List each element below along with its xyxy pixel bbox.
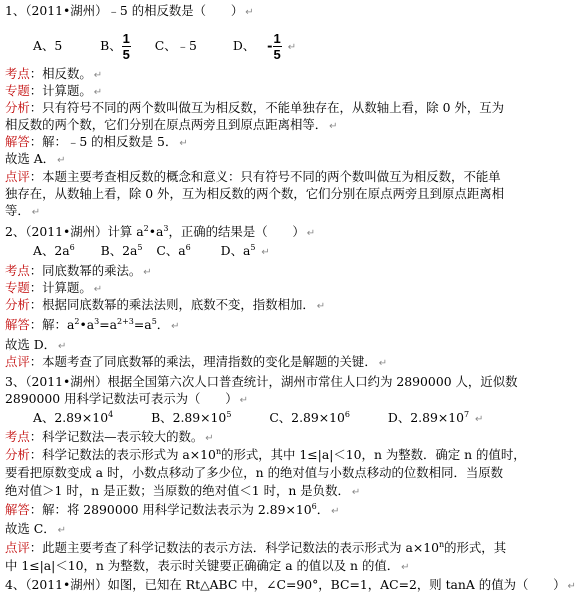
q2-option-b: B、$2a^5$ [100, 243, 143, 258]
q3-option-c: C、$2.89\times 10^6$ [269, 410, 351, 425]
q1-fenxi-line1: 分析：只有符号不同的两个数叫做互为相反数，不能单独存在，从数轴上看，除 0 外，互为 [5, 100, 504, 115]
q3-fenxi-line3: 绝对值＞1 时，n 是正数；当原数的绝对值＜1 时，n 是负数． ↵ [5, 483, 361, 498]
q2-zhuanti: 专题：计算题。 ↵ [5, 280, 103, 295]
q2-jieda: 解答：解：$a^2•a^3=a^{2+3}=a^5$． ↵ [5, 317, 180, 332]
q3-dianping-line2: 中 1≤|a|＜10，n 为整数，表示时关键要正确确定 a 的值以及 n 的值． ↵ [5, 558, 410, 573]
q2-option-a: A、$2a^6$ [33, 243, 75, 258]
q2-options: A、$2a^6$ B、$2a^5$ C、$a^6$ D、$a^5$ ↵ [33, 243, 270, 258]
q3-fenxi-line1: 分析：科学记数法的表示形式为 $a\times 10^n$的形式，其中 1≤|a|＜10，n 为整数．确定 n 的值时， [5, 447, 526, 462]
q1-stem: 1、（2011•湖州）﹣5 的相反数是（ ） ↵ [5, 3, 254, 18]
q3-options: A、$2.89\times 10^4$ B、$2.89\times 10^5$ C、$2.89\times 10^6$ D、$2.89\times 10^7$ ↵ [33, 410, 484, 425]
q3-choice: 故选 C． ↵ [5, 521, 66, 536]
fraction-one-fifth-negative: $\frac{1}{5}$ [273, 31, 281, 62]
q2-option-d: D、$a^5$ [220, 243, 256, 258]
q1-options: A、5 B、 $\frac{1}{5}$ C、﹣5 D、 - $\frac{1}{5}$ ↵ [33, 31, 297, 62]
q3-jieda: 解答：解：将 2890000 用科学记数法表示为 $2.89\times 10^6$． ↵ [5, 502, 340, 517]
q2-stem: 2、（2011•湖州）计算 $a^2•a^3$，正确的结果是（ ） ↵ [5, 224, 316, 239]
q3-stem-line1: 3、（2011•湖州）根据全国第六次人口普查统计，湖州市常住人口约为 2890000 人，近似数 [5, 374, 518, 389]
q3-option-b: B、$2.89\times 10^5$ [151, 410, 232, 425]
q3-stem-line2: 2890000 用科学记数法可表示为（ ） ↵ [5, 391, 248, 406]
q3-dianping-line1: 点评：此题主要考查了科学记数法的表示方法．科学记数法的表示形式为 $a\times 10^n$的形式，其 [5, 540, 507, 555]
q1-jieda: 解答：解：﹣5 的相反数是 5． ↵ [5, 134, 188, 149]
q1-option-c: C、﹣5 [154, 38, 197, 53]
q4-stem: 4、（2011•湖州）如图，已知在 Rt△ABC 中，∠C=90°，BC=1，AC=2，则 tanA 的值为（ ） ↵ [5, 577, 576, 592]
q1-option-d: D、 - $\frac{1}{5}$ [232, 31, 281, 62]
q1-choice: 故选 A． ↵ [5, 151, 66, 166]
q1-kaodian: 考点：相反数。 ↵ [5, 66, 103, 81]
q1-zhuanti: 专题：计算题。 ↵ [5, 83, 103, 98]
q2-option-c: C、$a^6$ [156, 243, 191, 258]
q1-option-a: A、5 [33, 38, 63, 53]
q1-fenxi-line2: 相反数的两个数，它们分别在原点两旁且到原点距离相等． ↵ [5, 117, 338, 132]
fraction-one-fifth: $\frac{1}{5}$ [122, 31, 130, 62]
q3-kaodian: 考点：科学记数法—表示较大的数。 ↵ [5, 429, 214, 444]
q1-option-b: B、 $\frac{1}{5}$ [100, 31, 130, 62]
q3-fenxi-line2: 要看把原数变成 a 时，小数点移动了多少位，n 的绝对值与小数点移动的位数相同．当原数 [5, 465, 504, 480]
q1-dianping-line3: 等． ↵ [5, 203, 41, 218]
q2-dianping: 点评：本题考查了同底数幂的乘法，理清指数的变化是解题的关键． ↵ [5, 354, 388, 369]
q2-choice: 故选 D． ↵ [5, 337, 67, 352]
q3-option-d: D、$2.89\times 10^7$ [387, 410, 470, 425]
q2-fenxi: 分析：根据同底数幂的乘法法则，底数不变，指数相加． ↵ [5, 297, 326, 312]
q3-option-a: A、$2.89\times 10^4$ [33, 410, 114, 425]
q1-dianping-line2: 独存在，从数轴上看，除 0 外，互为相反数的两个数，它们分别在原点两旁且到原点距离相 [5, 186, 504, 201]
q2-kaodian: 考点：同底数幂的乘法。 ↵ [5, 263, 152, 278]
q1-dianping-line1: 点评：本题主要考查相反数的概念和意义：只有符号不同的两个数叫做互为相反数，不能单 [5, 169, 501, 184]
